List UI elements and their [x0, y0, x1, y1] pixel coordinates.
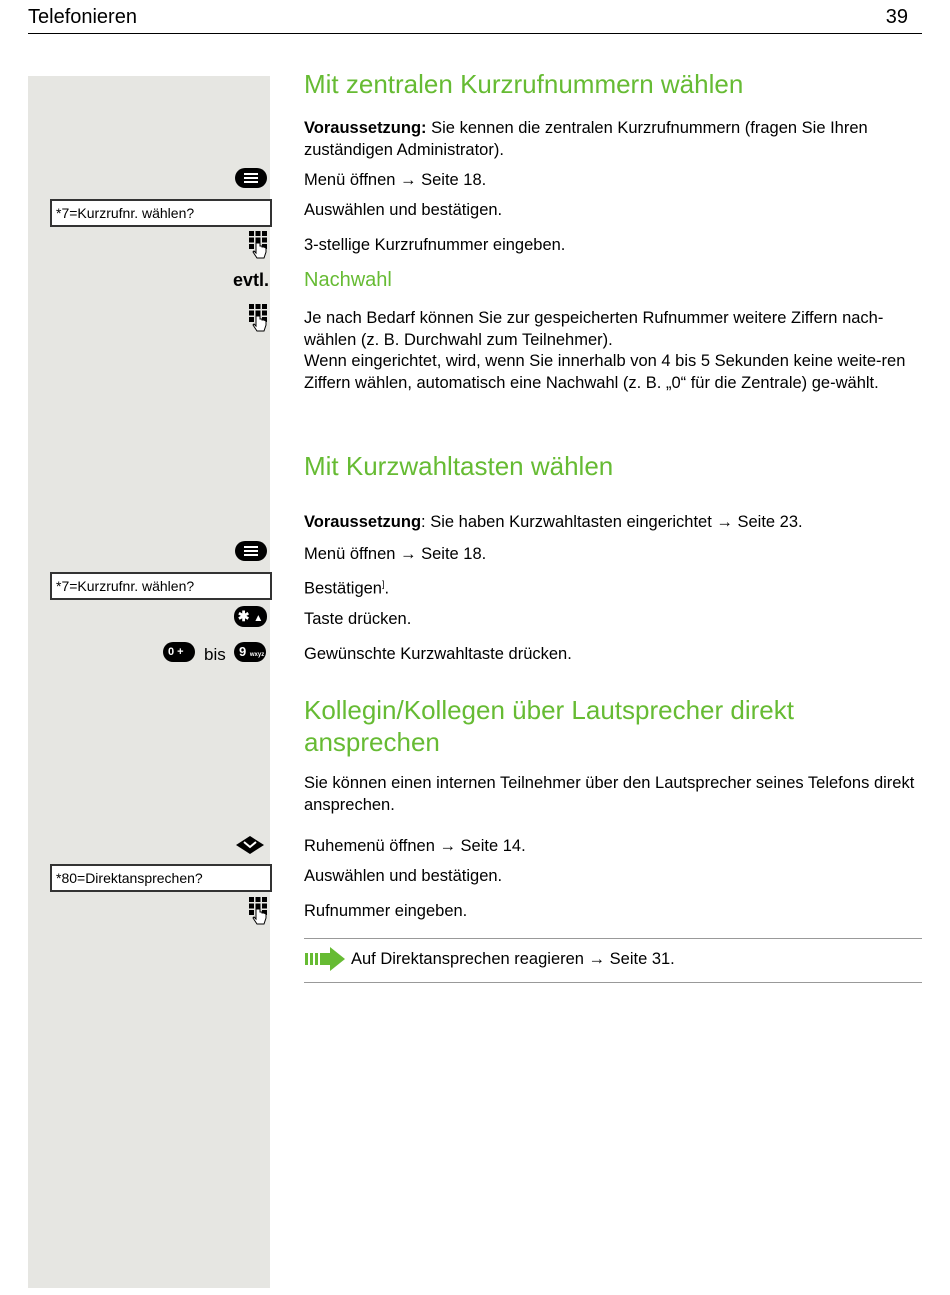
- note-divider-top: [304, 938, 922, 939]
- step-text: Taste drücken.: [304, 610, 412, 628]
- step-text: Gewünschte Kurzwahltaste drücken.: [304, 645, 572, 663]
- intro-text: Sie können einen internen Teilnehmer über den Lautsprecher seines Telefons direkt ansprechen.: [304, 774, 915, 814]
- step-text: [304, 574, 924, 600]
- prerequisite-label: Voraussetzung:: [304, 119, 427, 137]
- step-end: .: [384, 579, 390, 598]
- subheading-nachwahl: Nachwahl: [304, 269, 392, 291]
- keypad-icon: [248, 896, 268, 926]
- nine-key-digit: 9: [239, 644, 247, 659]
- step-text: Rufnummer eingeben.: [304, 902, 468, 920]
- header-divider: [28, 33, 922, 34]
- menu-key-icon: [235, 541, 267, 561]
- prerequisite-label: Voraussetzung: [304, 513, 422, 531]
- bis-label: bis: [204, 645, 226, 664]
- prerequisite-body: : Sie haben Kurzwahltasten eingerichtet → Seite 23.: [421, 513, 803, 531]
- prerequisite-text: [304, 118, 924, 161]
- section-heading-direktansprechen: [304, 694, 794, 758]
- display-text-box: *7=Kurzrufnr. wählen?: [50, 199, 272, 227]
- step-text: Ruhemenü öffnen → Seite 14.: [304, 837, 526, 855]
- evtl-label: evtl.: [232, 270, 269, 290]
- star-key-label: ✱: [237, 608, 250, 624]
- nine-key-icon: [234, 642, 266, 662]
- zero-key-icon: 0 +: [163, 642, 195, 662]
- page-header-title: Telefonieren: [28, 6, 137, 28]
- step-text: Menü öffnen → Seite 18.: [304, 545, 487, 563]
- keypad-icon: [248, 230, 268, 260]
- keypad-icon: [248, 303, 268, 333]
- nine-key-letters: wxyz: [249, 652, 265, 658]
- menu-key-icon: [235, 168, 267, 188]
- section-heading-zentrale-kurzrufnummern: Mit zentralen Kurzrufnummern wählen: [304, 69, 744, 99]
- note-arrow-icon: [304, 946, 346, 972]
- step-text: Menü öffnen → Seite 18.: [304, 171, 487, 189]
- heading-line-1: Kollegin/Kollegen über Lautsprecher direkt: [304, 695, 794, 725]
- note-text: Auf Direktansprechen reagieren → Seite 31.: [351, 950, 675, 968]
- prerequisite-body: Sie kennen die zentralen Kurzrufnummern (fragen Sie Ihren zuständigen Administrator).: [304, 119, 868, 159]
- star-key-icon: ✱ ▲: [234, 606, 267, 627]
- navigation-key-icon: [234, 834, 266, 856]
- heading-line-2: ansprechen: [304, 727, 440, 757]
- step-label: Bestätigen: [304, 579, 382, 598]
- note-divider-bottom: [304, 982, 922, 983]
- prerequisite-text: [304, 512, 924, 534]
- sidebar-column: [28, 76, 270, 1288]
- nachwahl-paragraph-2: Wenn eingerichtet, wird, wenn Sie innerhalb von 4 bis 5 Sekunden keine weite-ren Ziffern wählen, automatisch eine Nachwahl (z. B. „0“ für die Zentrale) ge-wählt.: [304, 352, 906, 392]
- step-text: Auswählen und bestätigen.: [304, 201, 503, 219]
- step-text: 3-stellige Kurzrufnummer eingeben.: [304, 236, 566, 254]
- page-number: 39: [885, 6, 908, 28]
- nachwahl-paragraph-1: Je nach Bedarf können Sie zur gespeicherten Rufnummer weitere Ziffern nach-wählen (z. B. Durchwahl zum Teilnehmer).: [304, 309, 884, 349]
- display-text-box: *7=Kurzrufnr. wählen?: [50, 572, 272, 600]
- section-heading-kurzwahltasten: Mit Kurzwahltasten wählen: [304, 451, 614, 481]
- display-text-box: *80=Direktansprechen?: [50, 864, 272, 892]
- footnote-mark: ]: [381, 579, 385, 589]
- step-text: Auswählen und bestätigen.: [304, 867, 503, 885]
